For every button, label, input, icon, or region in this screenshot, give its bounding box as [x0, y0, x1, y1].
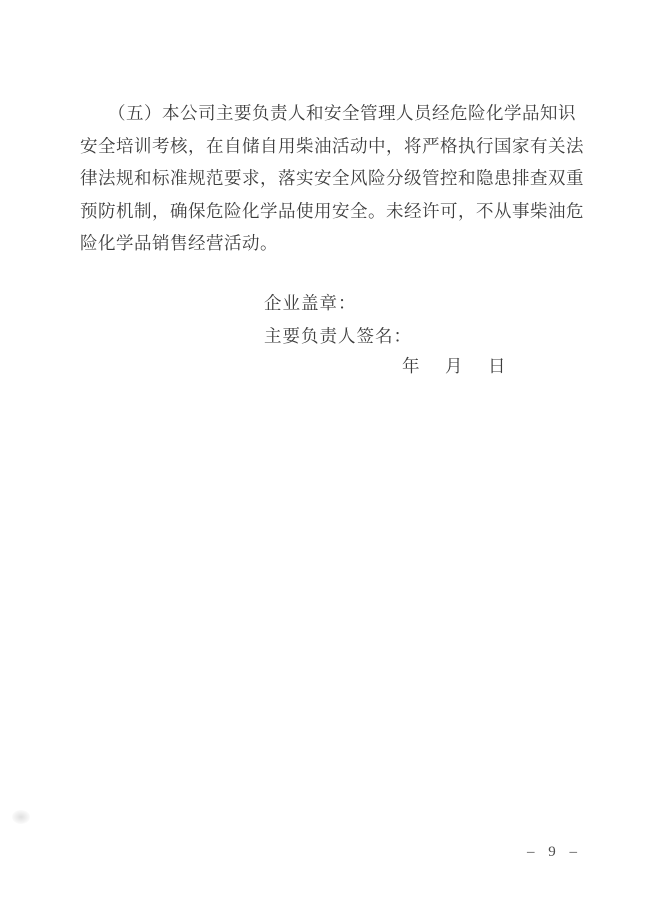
date-year-month-day: 年 月 日	[402, 356, 510, 376]
paragraph-line-2: 安全培训考核，在自储自用柴油活动中，将严格执行国家有关法	[80, 135, 584, 156]
company-seal-label: 企业盖章：	[264, 293, 357, 313]
paragraph-line-5: 险化学品销售经营活动。	[80, 233, 278, 253]
page-number: – 9 –	[527, 844, 579, 860]
principal-signature-label: 主要负责人签名：	[264, 326, 412, 346]
scan-smudge-artifact	[12, 810, 30, 824]
body-paragraph	[80, 97, 584, 260]
paragraph-line-4: 预防机制，确保危险化学品使用安全。未经许可，不从事柴油危	[80, 200, 584, 221]
paragraph-line-1: （五）本公司主要负责人和安全管理人员经危险化学品知识	[108, 103, 576, 123]
paragraph-line-3: 律法规和标准规范要求，落实安全风险分级管控和隐患排查双重	[80, 168, 584, 188]
